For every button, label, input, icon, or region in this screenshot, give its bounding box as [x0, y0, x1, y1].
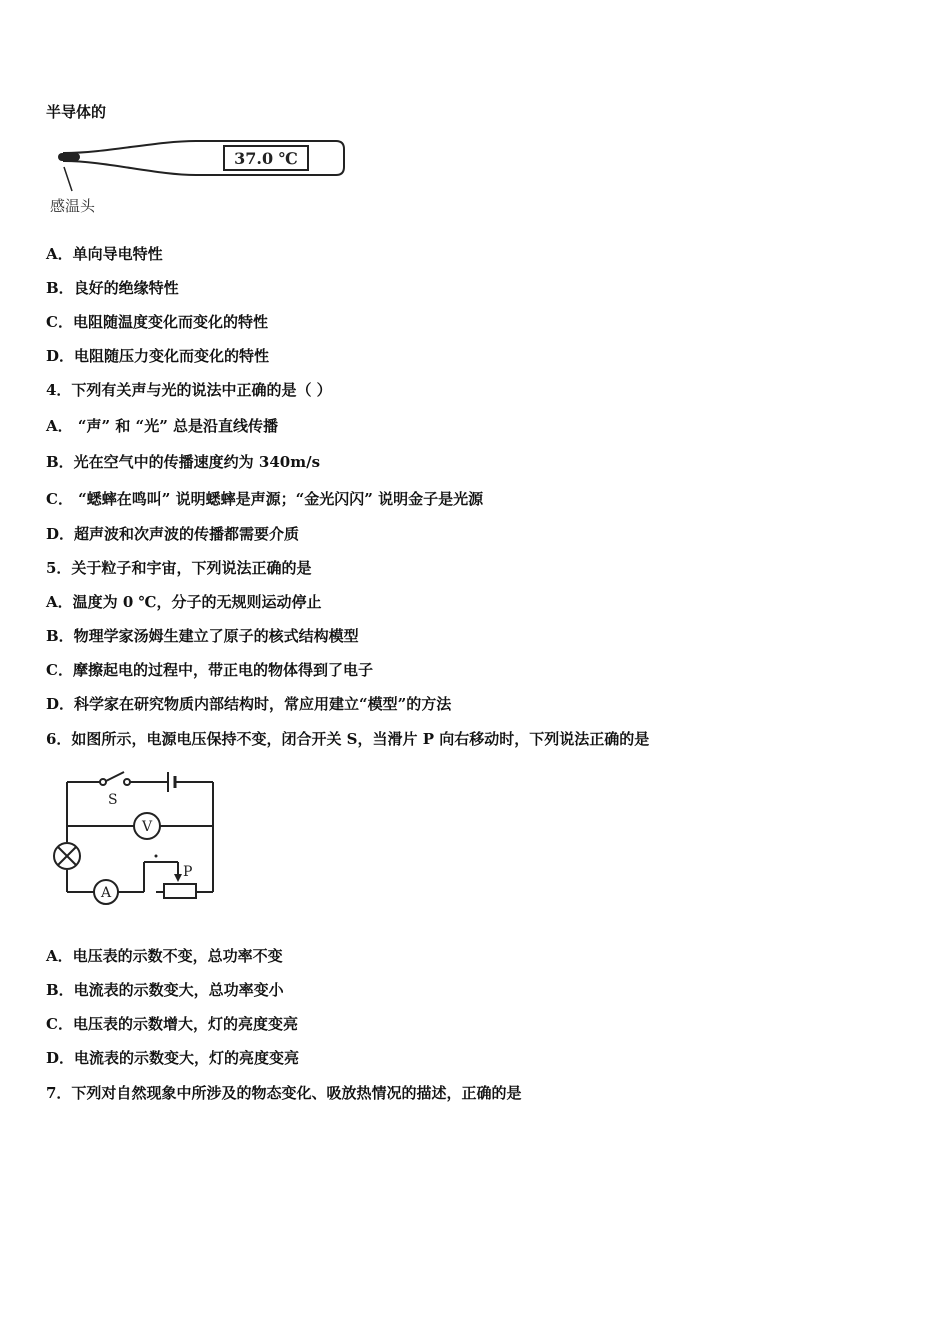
q6-option-c: C．电压表的示数增大，灯的亮度变亮	[46, 1015, 298, 1033]
probe-label: 感温头	[50, 197, 96, 215]
switch-blade	[106, 772, 124, 781]
q4-option-b: B．光在空气中的传播速度约为 340m/s	[46, 453, 321, 471]
q3-option-c: C．电阻随温度变化而变化的特性	[46, 313, 268, 331]
q4-option-a: A． “声” 和 “光” 总是沿直线传播	[46, 417, 279, 435]
thermometer-display: 37.0 ℃	[234, 149, 298, 168]
q6-option-d: D．电流表的示数变大，灯的亮度变亮	[46, 1049, 300, 1067]
q4-option-c: C． “蟋蟀在鸣叫” 说明蟋蟀是声源；“金光闪闪” 说明金子是光源	[46, 490, 484, 508]
q6-option-a: A．电压表的示数不变，总功率不变	[46, 947, 283, 965]
q3-option-a: A．单向导电特性	[46, 245, 163, 263]
slider-label: P	[183, 864, 193, 880]
q3-option-d: D．电阻随压力变化而变化的特性	[46, 347, 270, 365]
rheostat	[164, 884, 196, 898]
ammeter-label: A	[100, 885, 112, 901]
q7-stem: 7．下列对自然现象中所涉及的物态变化、吸放热情况的描述，正确的是	[46, 1084, 522, 1102]
q4-stem: 4．下列有关声与光的说法中正确的是（ ）	[46, 381, 332, 399]
q6-option-b: B．电流表的示数变大，总功率变小	[46, 981, 284, 999]
circuit-diagram	[50, 764, 225, 914]
junction-dot	[155, 855, 158, 858]
q6-stem: 6．如图所示，电源电压保持不变，闭合开关 S，当滑片 P 向右移动时，下列说法正确的是	[46, 730, 650, 748]
q5-option-d: D．科学家在研究物质内部结构时，常应用建立“模型”的方法	[46, 695, 452, 713]
voltmeter-label: V	[141, 819, 153, 835]
q5-option-b: B．物理学家汤姆生建立了原子的核式结构模型	[46, 627, 359, 645]
q5-option-c: C．摩擦起电的过程中，带正电的物体得到了电子	[46, 661, 373, 679]
intro-text: 半导体的	[46, 103, 107, 121]
q4-option-d: D．超声波和次声波的传播都需要介质	[46, 525, 300, 543]
q5-stem: 5．关于粒子和宇宙，下列说法正确的是	[46, 559, 312, 577]
probe-pointer	[64, 167, 72, 191]
switch-label: S	[108, 792, 118, 808]
q5-option-a: A．温度为 0 ℃，分子的无规则运动停止	[46, 593, 322, 611]
slider-arrow	[174, 874, 182, 882]
q3-option-b: B．良好的绝缘特性	[46, 279, 179, 297]
sensor-tip	[58, 153, 80, 161]
thermometer-figure	[46, 133, 356, 223]
